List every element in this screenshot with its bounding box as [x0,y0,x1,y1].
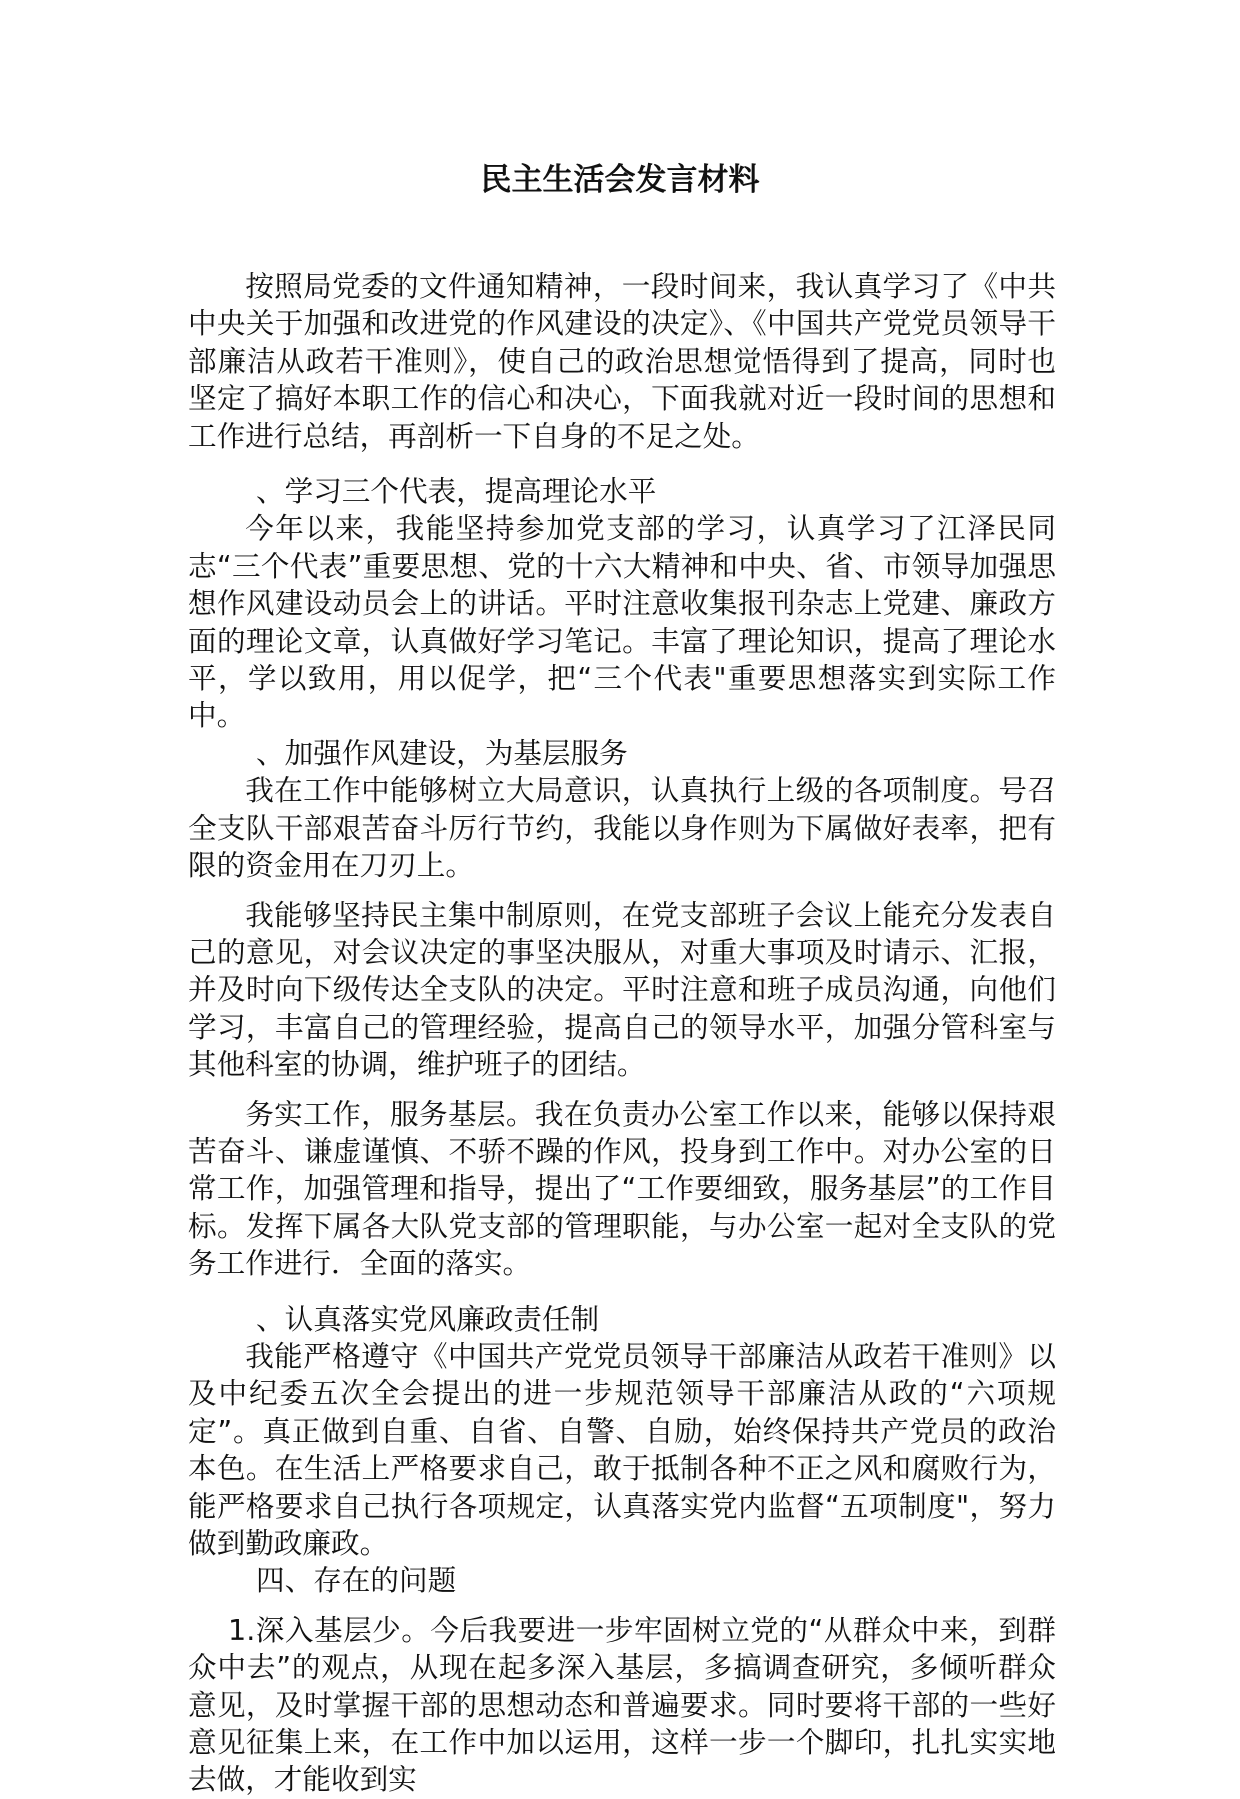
style-paragraph-1: 我在工作中能够树立大局意识，认真执行上级的各项制度。号召全支队干部艰苦奋斗厉行节约，我能以身作则为下属做好表率，把有限的资金用在刀刃上。 [188,773,1056,883]
style-paragraph-3: 务实工作，服务基层。我在负责办公室工作以来，能够以保持艰苦奋斗、谦虚谨慎、不骄不躁的作风，投身到工作中。对办公室的日常工作，加强管理和指导，提出了“工作要细致，服务基层”的工作目标。发挥下属各大队党支部的管理职能，与办公室一起对全支队的党务工作进行．全面的落实。 [188,1096,1056,1281]
document-title: 民主生活会发言材料 [480,162,760,198]
section-heading-study: 、学习三个代表，提高理论水平 [256,474,657,509]
section-heading-problems: 四、存在的问题 [256,1563,457,1598]
intro-paragraph: 按照局党委的文件通知精神，一段时间来，我认真学习了《中共中央关于加强和改进党的作风建设的决定》、《中国共产党党员领导干部廉洁从政若干准则》，使自己的政治思想觉悟得到了提高，同时也坚定了搞好本职工作的信心和决心，下面我就对近一段时间的思想和工作进行总结，再剖析一下自身的不足之处。 [188,269,1056,453]
integrity-paragraph: 我能严格遵守《中国共产党党员领导干部廉洁从政若干准则》以及中纪委五次全会提出的进一步规范领导干部廉洁从政的“六项规定”。真正做到自重、自省、自警、自励，始终保持共产党员的政治本色。在生活上严格要求自己，敢于抵制各种不正之风和腐败行为，能严格要求自己执行各项规定，认真落实党内监督“五项制度"，努力做到勤政廉政。 [188,1338,1056,1560]
document-body [188,268,1056,1799]
section-heading-style: 、加强作风建设，为基层服务 [256,735,628,770]
section-heading-integrity: 、认真落实党风廉政责任制 [256,1301,600,1336]
study-paragraph: 今年以来，我能坚持参加党支部的学习，认真学习了江泽民同志“三个代表”重要思想、党的十六大精神和中央、省、市领导加强思想作风建设动员会上的讲话。平时注意收集报刊杂志上党建、廉政方面的理论文章，认真做好学习笔记。丰富了理论知识，提高了理论水平，学以致用，用以促学，把“三个代表"重要思想落实到实际工作中。 [188,511,1056,733]
problem-item-1: 1.深入基层少。今后我要进一步牢固树立党的“从群众中来，到群众中去”的观点，从现在起多深入基层，多搞调查研究，多倾听群众意见，及时掌握干部的思想动态和普遍要求。同时要将干部的一些好意见征集上来，在工作中加以运用，这样一步一个脚印，扎扎实实地去做，才能收到实 [188,1612,1056,1797]
style-paragraph-2: 我能够坚持民主集中制原则，在党支部班子会议上能充分发表自己的意见，对会议决定的事坚决服从，对重大事项及时请示、汇报，并及时向下级传达全支队的决定。平时注意和班子成员沟通，向他们学习，丰富自己的管理经验，提高自己的领导水平，加强分管科室与其他科室的协调，维护班子的团结。 [188,897,1056,1082]
